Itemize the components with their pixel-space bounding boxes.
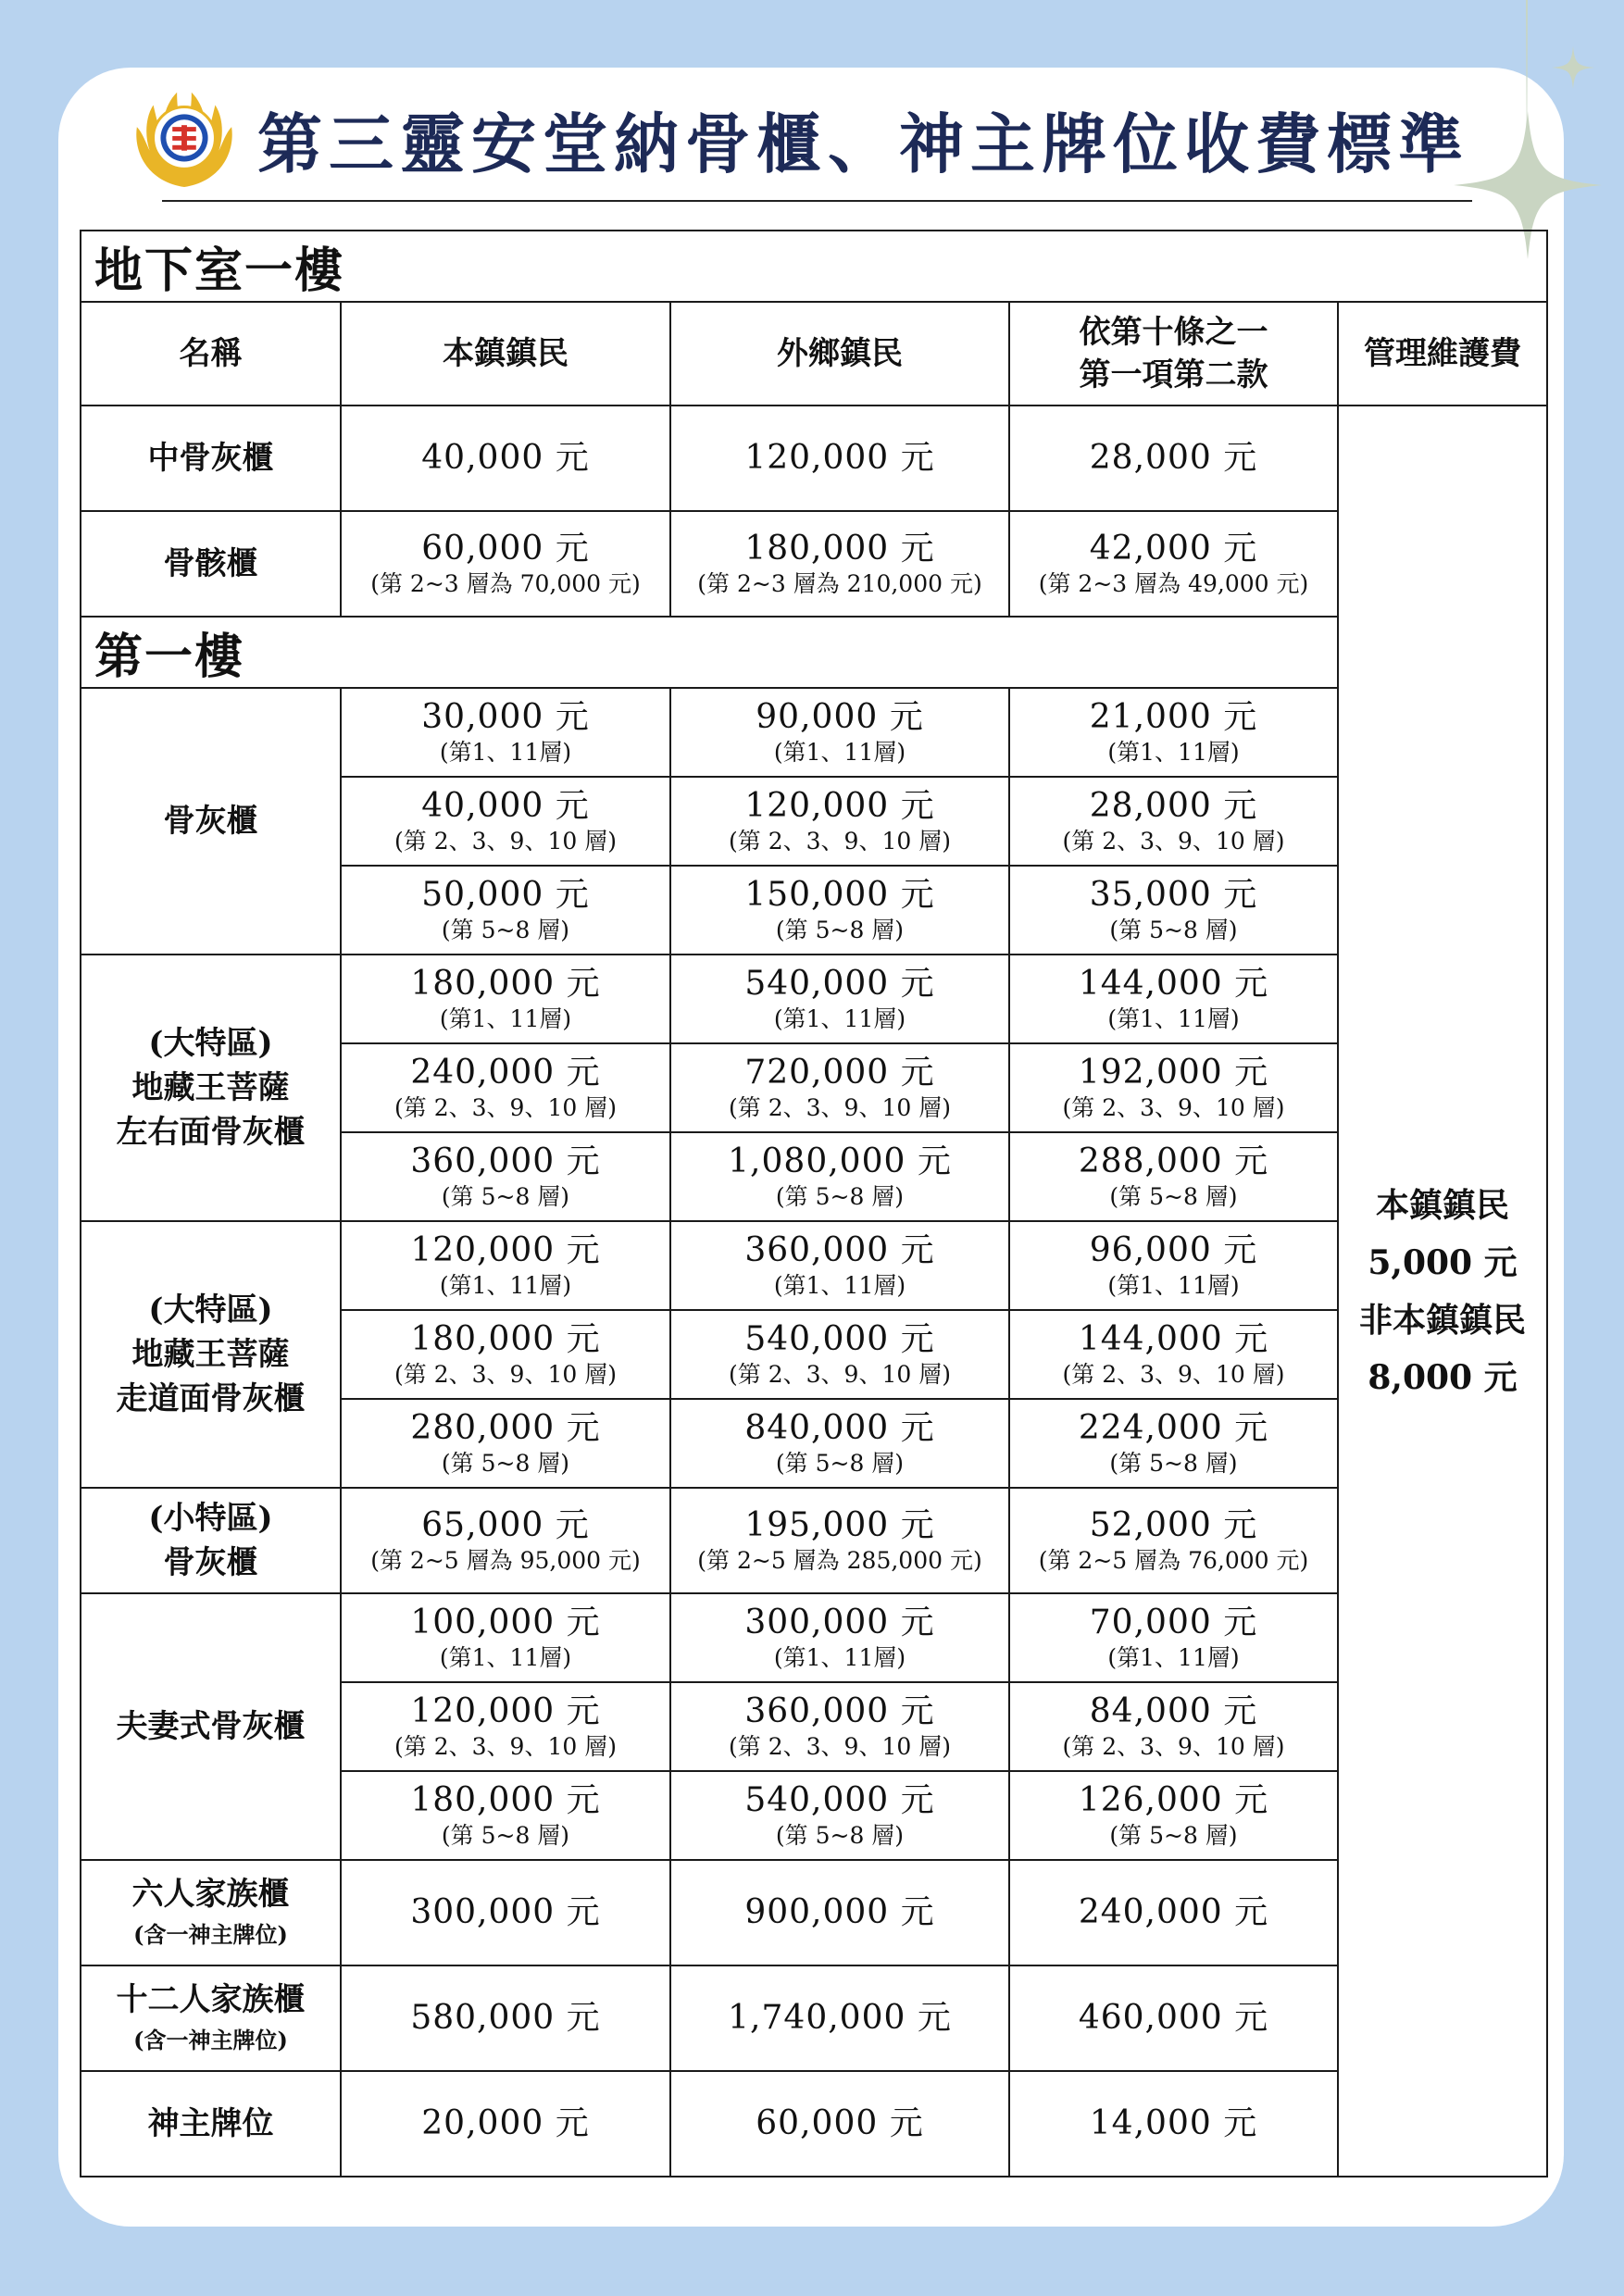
price-local: 300,000 元	[341, 1860, 670, 1965]
price-note: (第1、11層)	[773, 1005, 906, 1032]
price-special	[1009, 1399, 1338, 1488]
price-value: 60,000 元	[421, 530, 590, 568]
page-header	[130, 80, 1472, 191]
section-row	[81, 231, 1547, 302]
header-name: 名稱	[81, 302, 341, 406]
header-special-line: 第一項第二款	[1079, 356, 1268, 393]
price-value: 120,000 元	[744, 787, 935, 825]
table-row	[81, 1221, 1547, 1310]
price-note: (第 2~3 層為 70,000 元)	[370, 570, 641, 597]
row-name: 骨骸櫃	[81, 511, 341, 617]
price-note: (第1、11層)	[773, 1272, 906, 1299]
mgmt-fee-line: 非本鎮鎮民	[1358, 1300, 1526, 1340]
row-name-line: (小特區)	[148, 1500, 273, 1537]
price-special	[1009, 1682, 1338, 1771]
price-value: 540,000 元	[744, 1781, 935, 1819]
price-note: (第 5~8 層)	[1109, 1183, 1238, 1210]
price-value: 360,000 元	[744, 1692, 935, 1730]
table-row	[81, 955, 1547, 1043]
row-name: 夫妻式骨灰櫃	[81, 1593, 341, 1860]
header-mgmt: 管理維護費	[1338, 302, 1547, 406]
price-outside: 120,000 元	[670, 406, 1009, 511]
price-outside	[670, 1488, 1009, 1593]
price-note: (第1、11層)	[439, 1272, 572, 1299]
price-special	[1009, 1771, 1338, 1860]
price-note: (第 5~8 層)	[441, 1822, 570, 1849]
price-note: (第 2、3、9、10 層)	[729, 1361, 951, 1388]
row-name-line: 骨灰櫃	[163, 1544, 258, 1581]
row-name-line: 走道面骨灰櫃	[116, 1380, 306, 1417]
price-local	[341, 955, 670, 1043]
row-name-line: 六人家族櫃	[131, 1876, 290, 1913]
emblem-icon	[130, 80, 239, 189]
price-value: 288,000 元	[1078, 1142, 1269, 1180]
price-local: 580,000 元	[341, 1965, 670, 2071]
row-name	[81, 955, 341, 1221]
price-special: 14,000 元	[1009, 2071, 1338, 2177]
price-value: 42,000 元	[1089, 530, 1258, 568]
price-note: (第 5~8 層)	[441, 1183, 570, 1210]
mgmt-fee-cell	[1338, 406, 1547, 2177]
price-local	[341, 1221, 670, 1310]
table-row	[81, 1965, 1547, 2071]
price-note: (第1、11層)	[773, 739, 906, 766]
table-row	[81, 1488, 1547, 1593]
price-special: 460,000 元	[1009, 1965, 1338, 2071]
price-note: (第1、11層)	[439, 1005, 572, 1032]
price-note: (第 5~8 層)	[1109, 1450, 1238, 1477]
row-name	[81, 1965, 341, 2071]
price-local	[341, 1132, 670, 1221]
price-note: (第 2~5 層為 285,000 元)	[697, 1547, 982, 1574]
price-value: 52,000 元	[1089, 1506, 1258, 1544]
price-outside	[670, 1043, 1009, 1132]
price-note: (第 2、3、9、10 層)	[1062, 1094, 1285, 1121]
price-note: (第1、11層)	[439, 1644, 572, 1671]
price-local	[341, 777, 670, 866]
price-value: 180,000 元	[744, 530, 935, 568]
price-local	[341, 1310, 670, 1399]
price-note: (第 5~8 層)	[441, 917, 570, 943]
price-note: (第 5~8 層)	[775, 1822, 905, 1849]
price-note: (第1、11層)	[1107, 1272, 1240, 1299]
price-value: 540,000 元	[744, 965, 935, 1003]
price-value: 360,000 元	[410, 1142, 601, 1180]
price-value: 180,000 元	[410, 1320, 601, 1358]
price-value: 840,000 元	[744, 1409, 935, 1447]
row-name	[81, 1860, 341, 1965]
table-row	[81, 1593, 1547, 1682]
mgmt-fee-line: 8,000 元	[1368, 1357, 1518, 1397]
price-local	[341, 1043, 670, 1132]
header-outside: 外鄉鎮民	[670, 302, 1009, 406]
price-value: 84,000 元	[1089, 1692, 1258, 1730]
price-note: (第1、11層)	[439, 739, 572, 766]
row-name-line: (大特區)	[148, 1025, 273, 1062]
mgmt-fee-line: 本鎮鎮民	[1375, 1185, 1509, 1225]
price-local	[341, 1488, 670, 1593]
price-value: 540,000 元	[744, 1320, 935, 1358]
price-local	[341, 1593, 670, 1682]
price-outside	[670, 511, 1009, 617]
price-note: (第1、11層)	[1107, 739, 1240, 766]
price-special	[1009, 1488, 1338, 1593]
price-note: (第 2、3、9、10 層)	[1062, 828, 1285, 855]
price-outside	[670, 688, 1009, 777]
header-special-line: 依第十條之一	[1079, 314, 1268, 351]
price-outside	[670, 777, 1009, 866]
price-special	[1009, 1310, 1338, 1399]
price-note: (第 2、3、9、10 層)	[394, 828, 617, 855]
price-local	[341, 1399, 670, 1488]
row-name: 神主牌位	[81, 2071, 341, 2177]
header-special	[1009, 302, 1338, 406]
row-name-line: 骨灰櫃	[163, 803, 258, 840]
row-name-line: 地藏王菩薩	[131, 1069, 290, 1106]
row-name-line: 十二人家族櫃	[116, 1981, 306, 2018]
title-divider	[162, 200, 1472, 202]
price-special	[1009, 688, 1338, 777]
price-outside	[670, 1593, 1009, 1682]
price-special	[1009, 955, 1338, 1043]
price-note: (第 2、3、9、10 層)	[1062, 1733, 1285, 1760]
price-local: 20,000 元	[341, 2071, 670, 2177]
price-note: (第 2、3、9、10 層)	[729, 828, 951, 855]
sparkle-icon	[1552, 46, 1594, 89]
price-value: 40,000 元	[421, 787, 590, 825]
price-special	[1009, 1221, 1338, 1310]
row-name	[81, 688, 341, 955]
price-note: (第 5~8 層)	[775, 1450, 905, 1477]
price-local	[341, 1682, 670, 1771]
price-outside	[670, 1771, 1009, 1860]
price-local	[341, 1771, 670, 1860]
price-outside: 1,740,000 元	[670, 1965, 1009, 2071]
price-note: (第 2~5 層為 95,000 元)	[370, 1547, 641, 1574]
price-note: (第 2、3、9、10 層)	[729, 1094, 951, 1121]
price-outside	[670, 1221, 1009, 1310]
price-outside: 60,000 元	[670, 2071, 1009, 2177]
price-value: 180,000 元	[410, 1781, 601, 1819]
price-local	[341, 866, 670, 955]
price-value: 300,000 元	[744, 1603, 935, 1641]
price-outside: 900,000 元	[670, 1860, 1009, 1965]
price-value: 224,000 元	[1078, 1409, 1269, 1447]
row-name-line: (大特區)	[148, 1292, 273, 1329]
fee-table	[80, 230, 1548, 2177]
price-note: (第1、11層)	[1107, 1005, 1240, 1032]
price-note: (第 2、3、9、10 層)	[394, 1094, 617, 1121]
price-outside	[670, 866, 1009, 955]
price-value: 35,000 元	[1089, 876, 1258, 914]
price-note: (第 2~3 層為 210,000 元)	[697, 570, 982, 597]
price-value: 96,000 元	[1089, 1231, 1258, 1269]
price-special	[1009, 866, 1338, 955]
price-value: 30,000 元	[421, 698, 590, 736]
price-outside	[670, 1682, 1009, 1771]
price-value: 180,000 元	[410, 965, 601, 1003]
row-name-line: 左右面骨灰櫃	[116, 1114, 306, 1151]
price-value: 144,000 元	[1078, 1320, 1269, 1358]
price-value: 90,000 元	[756, 698, 924, 736]
price-local	[341, 511, 670, 617]
price-note: (第 5~8 層)	[775, 1183, 905, 1210]
price-special: 240,000 元	[1009, 1860, 1338, 1965]
mgmt-fee-line: 5,000 元	[1368, 1242, 1518, 1282]
row-name	[81, 1221, 341, 1488]
table-row	[81, 511, 1547, 617]
price-note: (第1、11層)	[1107, 1644, 1240, 1671]
price-special: 28,000 元	[1009, 406, 1338, 511]
price-outside	[670, 955, 1009, 1043]
price-note: (第 2~5 層為 76,000 元)	[1038, 1547, 1309, 1574]
price-outside	[670, 1399, 1009, 1488]
price-note: (第 2、3、9、10 層)	[394, 1733, 617, 1760]
price-value: 126,000 元	[1078, 1781, 1269, 1819]
price-value: 280,000 元	[410, 1409, 601, 1447]
row-name: 中骨灰櫃	[81, 406, 341, 511]
price-value: 50,000 元	[421, 876, 590, 914]
table-row	[81, 2071, 1547, 2177]
row-name-sub: (含一神主牌位)	[133, 1921, 288, 1948]
price-note: (第1、11層)	[773, 1644, 906, 1671]
price-value: 65,000 元	[421, 1506, 590, 1544]
price-special	[1009, 1043, 1338, 1132]
price-value: 120,000 元	[410, 1231, 601, 1269]
price-special	[1009, 1132, 1338, 1221]
price-note: (第 2、3、9、10 層)	[729, 1733, 951, 1760]
price-value: 28,000 元	[1089, 787, 1258, 825]
price-note: (第 2~3 層為 49,000 元)	[1038, 570, 1309, 597]
price-note: (第 5~8 層)	[775, 917, 905, 943]
price-value: 360,000 元	[744, 1231, 935, 1269]
section-row	[81, 617, 1547, 688]
price-note: (第 5~8 層)	[1109, 1822, 1238, 1849]
price-value: 144,000 元	[1078, 965, 1269, 1003]
table-row	[81, 1860, 1547, 1965]
price-value: 120,000 元	[410, 1692, 601, 1730]
price-value: 195,000 元	[744, 1506, 935, 1544]
price-value: 21,000 元	[1089, 698, 1258, 736]
table-row	[81, 406, 1547, 511]
price-outside	[670, 1132, 1009, 1221]
price-value: 1,080,000 元	[728, 1142, 952, 1180]
row-name-sub: (含一神主牌位)	[133, 2027, 288, 2053]
price-note: (第 2、3、9、10 層)	[394, 1361, 617, 1388]
price-special	[1009, 777, 1338, 866]
price-note: (第 2、3、9、10 層)	[1062, 1361, 1285, 1388]
price-value: 720,000 元	[744, 1054, 935, 1092]
price-special	[1009, 1593, 1338, 1682]
table-row	[81, 688, 1547, 777]
price-note: (第 5~8 層)	[441, 1450, 570, 1477]
price-value: 70,000 元	[1089, 1603, 1258, 1641]
price-local	[341, 688, 670, 777]
price-note: (第 5~8 層)	[1109, 917, 1238, 943]
price-value: 240,000 元	[410, 1054, 601, 1092]
row-name-line: 地藏王菩薩	[131, 1336, 290, 1373]
price-value: 192,000 元	[1078, 1054, 1269, 1092]
price-outside	[670, 1310, 1009, 1399]
section-first-floor-title: 第一樓	[81, 617, 1338, 688]
section-basement-title: 地下室一樓	[81, 231, 1547, 302]
page-title: 第三靈安堂納骨櫃、神主牌位收費標準	[257, 106, 1469, 182]
price-special	[1009, 511, 1338, 617]
header-local: 本鎮鎮民	[341, 302, 670, 406]
row-name	[81, 1488, 341, 1593]
header-row	[81, 302, 1547, 406]
price-local: 40,000 元	[341, 406, 670, 511]
price-value: 150,000 元	[744, 876, 935, 914]
price-value: 100,000 元	[410, 1603, 601, 1641]
